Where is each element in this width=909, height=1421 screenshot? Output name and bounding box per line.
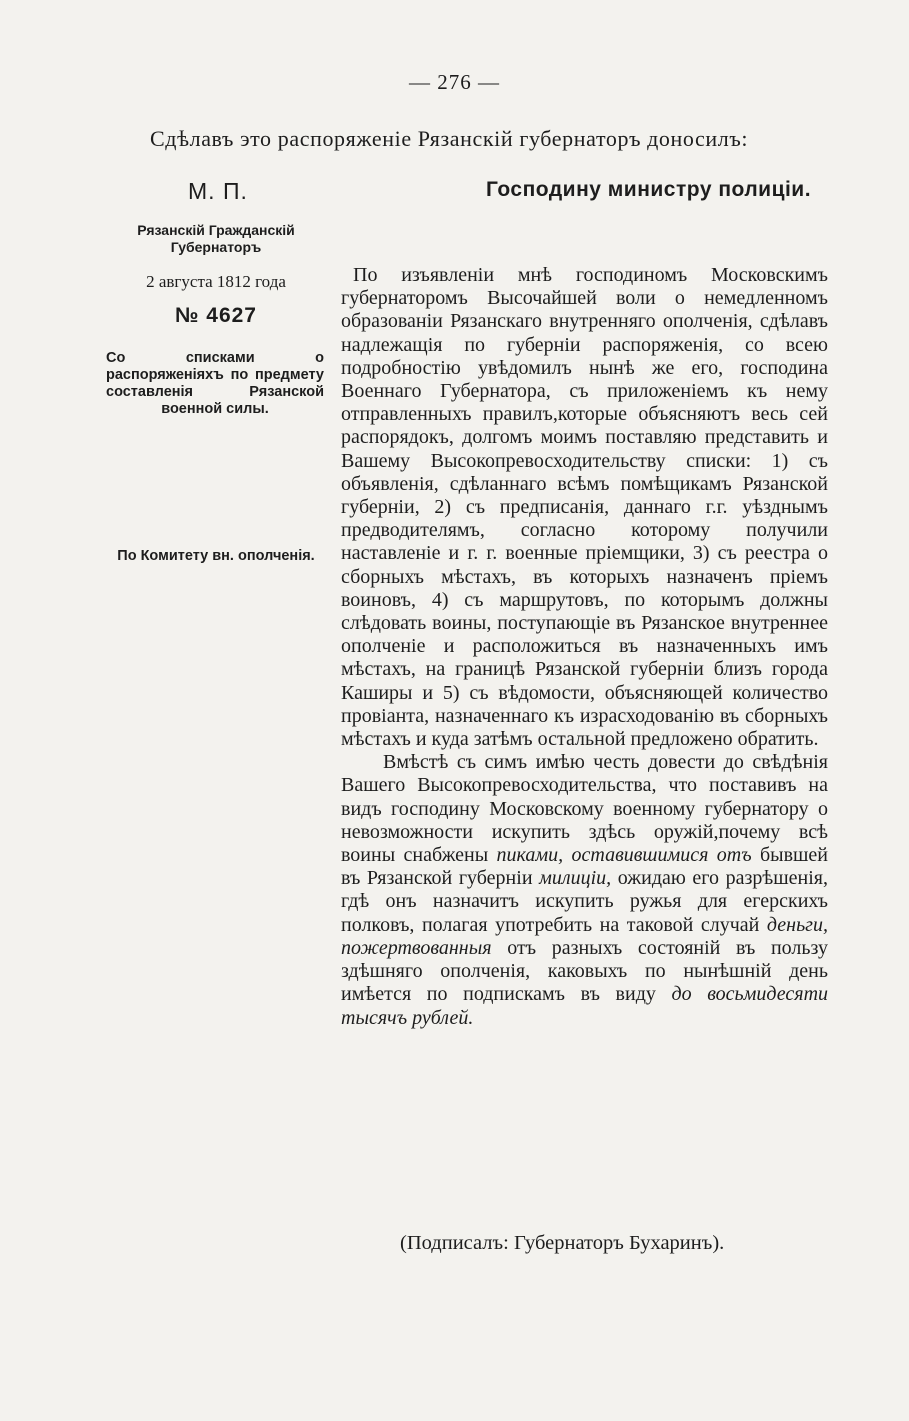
margin-sidebar <box>104 222 328 418</box>
paragraph-2-italic-1: пиками, оставившимися отъ <box>496 844 752 867</box>
sender-office: Рязанскій Гражданскій Губернаторъ <box>137 222 295 255</box>
page-number: — 276 — <box>409 70 500 94</box>
paragraph-2-italic-2: милиціи, <box>539 867 612 890</box>
paragraph-2-text-c: ожидаю его разрѣшенія, гдѣ онъ назначитъ искупить ружья для егерскихъ полковъ, полагая употребить на таковой случай <box>341 867 828 936</box>
signature-line: (Подписалъ: Губернаторъ Бухаринъ). <box>400 1232 725 1254</box>
paragraph-2-text-a: Вмѣстѣ съ симъ имѣю честь довести до свѣдѣнія Вашего Высокопревосходительства, что поставивъ на видъ господину Московскому военному губернатору о невозможности искупить здѣсь оружій,почему всѣ воины снабжены <box>341 751 828 867</box>
intro-line: Сдѣлавъ это распоряженіе Рязанскій губернаторъ доносилъ: <box>150 126 749 151</box>
seal-mark: М. П. <box>188 178 248 204</box>
letter-date: 2 августа 1812 года <box>146 272 286 291</box>
letter-paragraph-1: По изъявленіи мнѣ господиномъ Московскимъ губернаторомъ Высочайшей воли о немедленномъ образованіи Рязанскаго внутренняго ополченія, сдѣлавъ надлежащія по губерніи распоряженія, со всею подробностію увѣдомилъ нынѣ же его, господина Военнаго Губернатора, съ приложеніемъ къ нему отправленныхъ правилъ,которые объясняютъ весь сей распорядокъ, долгомъ моимъ поставляю представить и Вашему Высокопревосходительству списки: 1) съ объявленія, сдѣланнаго всѣмъ помѣщикамъ Рязанской губерніи, 2) съ предписанія, даннаго г.г. уѣзднымъ предводителямъ, согласно которому получили наставленіе и г. г. военные пріемщики, 3) съ реестра о сборныхъ мѣстахъ, въ которыхъ назначенъ пріемъ воиновъ, 4) съ маршрутовъ, по которымъ должны слѣдовать воины, поступающіе въ Рязанское внутреннее ополченіе и расположиться въ назначенныхъ имъ мѣстахъ, на границѣ Рязанской губерніи близъ города Каширы и 5) съ вѣдомости, объясняющей количество провіанта, назначеннаго къ израсходованію въ сборныхъ мѣстахъ и куда затѣмъ остальной предложено обратить. <box>341 264 828 751</box>
committee-note: По Комитету вн. ополченія. <box>117 548 315 564</box>
paragraph-2-text-b: бывшей въ Рязанской губерніи <box>341 844 829 890</box>
paragraph-2-text-d: отъ разныхъ состояній въ пользу здѣшняго ополченія, каковыхъ по нынѣшній день имѣется по подпискамъ въ виду <box>341 936 829 1006</box>
letter-paragraph-2 <box>341 751 828 1029</box>
letter-number: № 4627 <box>175 304 257 327</box>
paragraph-2-italic-4: до восьмидесяти тысячъ рублей. <box>341 983 829 1029</box>
paragraph-2-italic-3: деньги, пожертвованныя <box>341 913 828 959</box>
enclosure-note: Со списками о распоряженіяхъ по предмету составленія Рязанской военной силы. <box>106 350 324 417</box>
letter-body <box>341 264 828 1030</box>
addressee-heading: Господину министру полиціи. <box>486 178 812 201</box>
